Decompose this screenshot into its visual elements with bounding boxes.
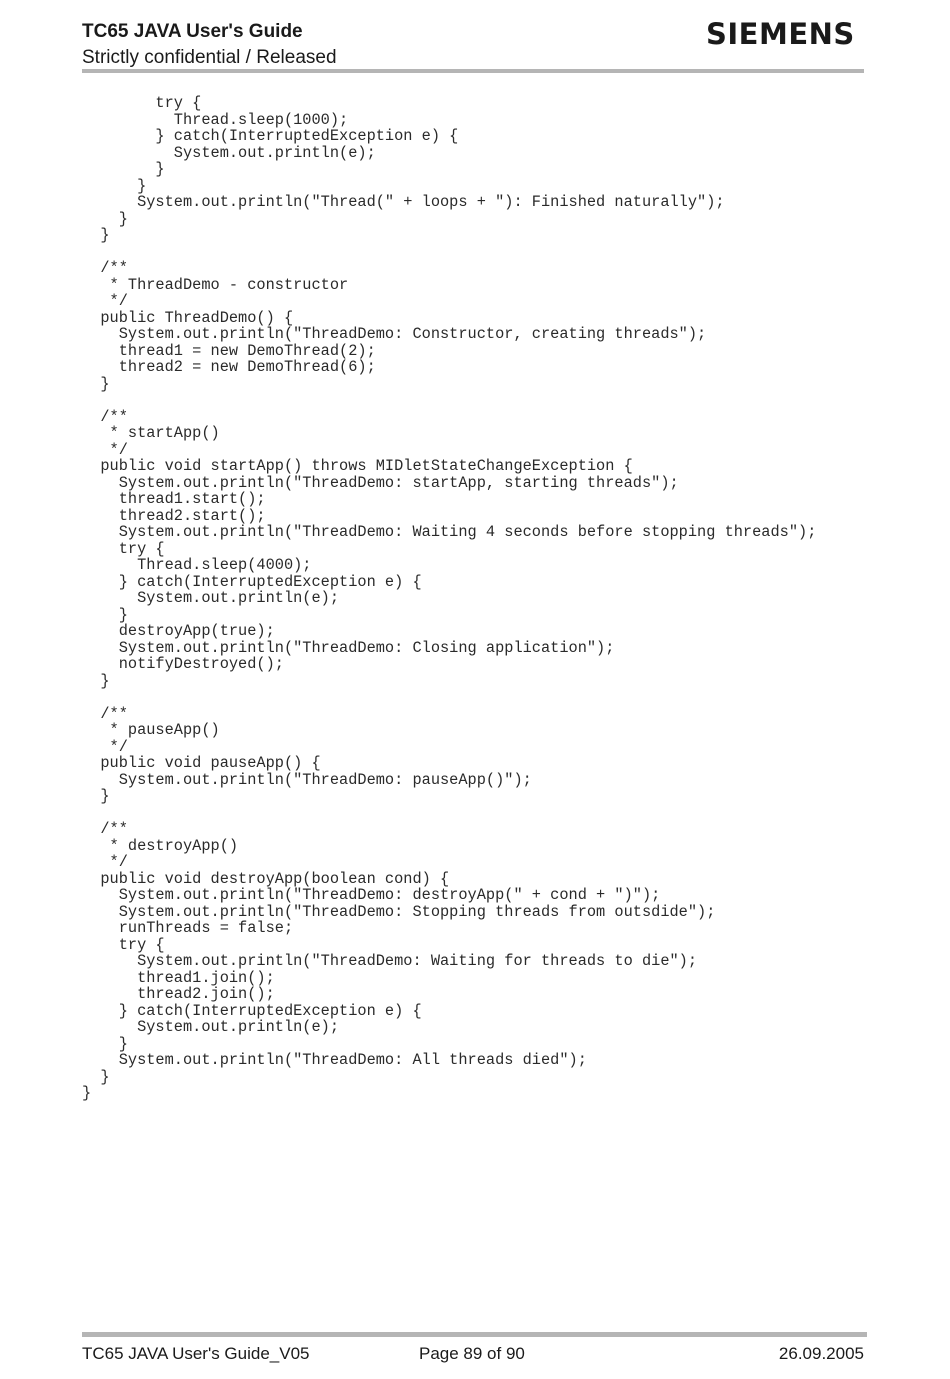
code-line: thread1.join(); <box>82 968 275 987</box>
code-line: runThreads = false; <box>82 919 294 937</box>
code-line: System.out.println(e); <box>82 143 376 162</box>
code-line <box>82 244 816 261</box>
code-line: thread2.join(); <box>82 985 275 1003</box>
code-line: */ <box>82 737 128 756</box>
code-line: public void destroyApp(boolean cond) { <box>82 869 450 888</box>
code-line: public ThreadDemo() { <box>82 308 294 327</box>
code-line: } <box>82 671 110 690</box>
code-line: public void pauseApp() { <box>82 754 321 772</box>
header-subtitle: Strictly confidential / Released <box>82 47 337 68</box>
code-line: } <box>82 176 147 195</box>
code-line: System.out.println("ThreadDemo: Waiting 4 seconds before stopping threads"); <box>82 523 817 541</box>
code-line: } <box>82 605 128 624</box>
code-line: System.out.println("ThreadDemo: Closing application"); <box>82 638 615 657</box>
header-title: TC65 JAVA User's Guide <box>82 21 303 42</box>
code-line: } <box>82 1067 110 1086</box>
code-line: /** <box>82 259 128 277</box>
code-line: System.out.println(e); <box>82 589 340 607</box>
code-line: Thread.sleep(1000); <box>82 110 349 129</box>
brand-logo: SIEMENS <box>706 17 855 51</box>
code-line: */ <box>82 440 128 459</box>
footer-date: 26.09.2005 <box>778 1344 864 1363</box>
code-line: } <box>82 1034 128 1053</box>
footer-document-id: TC65 JAVA User's Guide_V05 <box>82 1344 310 1363</box>
header-rule <box>82 69 864 73</box>
footer-page-number: Page 89 of 90 <box>419 1344 525 1363</box>
code-line: System.out.println("ThreadDemo: destroyApp(" + cond + ")"); <box>82 886 661 904</box>
code-line: } <box>82 787 110 805</box>
code-line: } <box>82 209 128 228</box>
code-line: System.out.println("ThreadDemo: pauseApp()"); <box>82 770 532 789</box>
code-line: } catch(InterruptedException e) { <box>82 572 422 591</box>
code-line: * pauseApp() <box>82 721 220 739</box>
code-line: System.out.println("ThreadDemo: All threads died"); <box>82 1051 587 1069</box>
code-line <box>82 689 816 706</box>
code-line: try { <box>82 94 202 112</box>
code-line: System.out.println("ThreadDemo: startApp, starting threads"); <box>82 473 679 492</box>
code-line: public void startApp() throws MIDletStateChangeException { <box>82 457 633 475</box>
code-line: /** <box>82 407 128 426</box>
code-line: } <box>82 160 165 178</box>
code-line: System.out.println("ThreadDemo: Waiting for threads to die"); <box>82 952 698 970</box>
code-line: thread2.start(); <box>82 506 266 525</box>
code-listing <box>82 95 816 1102</box>
code-line: Thread.sleep(4000); <box>82 556 312 574</box>
code-line: /** <box>82 820 128 838</box>
code-line: try { <box>82 935 165 954</box>
code-line: System.out.println("Thread(" + loops + "): Finished naturally"); <box>82 193 725 211</box>
code-line: destroyApp(true); <box>82 622 275 640</box>
code-line: } <box>82 226 110 244</box>
code-line: } <box>82 1084 92 1102</box>
code-line <box>82 392 816 409</box>
footer-rule <box>82 1332 867 1337</box>
code-line: */ <box>82 292 128 310</box>
code-line: thread1.start(); <box>82 490 266 508</box>
code-line: } catch(InterruptedException e) { <box>82 1001 422 1020</box>
code-line: */ <box>82 853 128 871</box>
code-line: System.out.println("ThreadDemo: Stopping threads from outsdide"); <box>82 902 716 921</box>
code-line: notifyDestroyed(); <box>82 655 284 673</box>
code-line: thread1 = new DemoThread(2); <box>82 341 376 360</box>
code-line: } <box>82 374 110 393</box>
code-line: /** <box>82 704 128 723</box>
code-line: thread2 = new DemoThread(6); <box>82 358 376 376</box>
code-line: * ThreadDemo - constructor <box>82 275 349 294</box>
code-line: * startApp() <box>82 424 220 442</box>
code-line: } catch(InterruptedException e) { <box>82 127 459 145</box>
code-line: System.out.println("ThreadDemo: Constructor, creating threads"); <box>82 325 707 343</box>
code-line: System.out.println(e); <box>82 1018 340 1036</box>
code-line <box>82 805 816 822</box>
code-line: * destroyApp() <box>82 836 239 855</box>
code-line: try { <box>82 539 165 558</box>
